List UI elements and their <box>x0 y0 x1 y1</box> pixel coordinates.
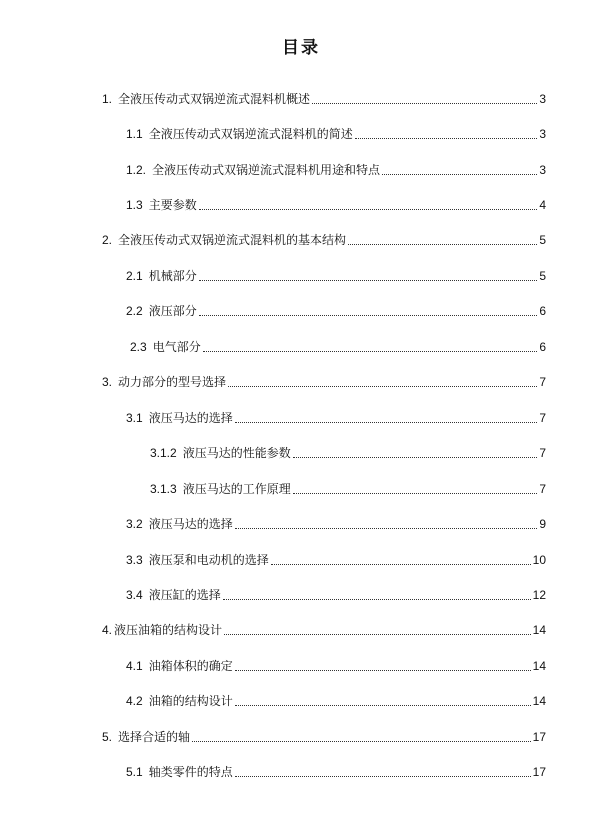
toc-page-number: 7 <box>539 411 546 425</box>
toc-entry-4-2[interactable] <box>126 693 546 709</box>
toc-number: 2.2 <box>126 304 143 318</box>
toc-entry-3-4[interactable] <box>126 587 546 603</box>
toc-label: 全液压传动式双锅逆流式混料机的基本结构 <box>118 233 347 247</box>
toc-page-number: 17 <box>532 765 546 779</box>
toc-entry-1-2[interactable] <box>126 162 546 178</box>
toc-number: 3.1.3 <box>150 482 177 496</box>
toc-label: 液压马达的选择 <box>148 517 233 531</box>
dot-leader <box>199 315 538 316</box>
toc-number: 1.3 <box>126 198 143 212</box>
toc-number: 4.1 <box>126 659 143 673</box>
dot-leader <box>223 599 531 600</box>
dot-leader <box>199 209 538 210</box>
toc-entry-2-1[interactable] <box>126 268 546 284</box>
toc-page-number: 12 <box>532 588 546 602</box>
dot-leader <box>228 386 537 387</box>
toc-number: 2. <box>102 233 113 247</box>
toc-page-number: 14 <box>532 659 546 673</box>
toc-label: 全液压传动式双锅逆流式混料机的简述 <box>148 127 353 141</box>
toc-entry-3[interactable] <box>102 374 546 390</box>
toc-label: 液压油箱的结构设计 <box>114 623 223 637</box>
toc-page-number: 7 <box>539 482 546 496</box>
toc-label: 机械部分 <box>148 269 197 283</box>
toc-entry-1-3[interactable] <box>126 197 546 213</box>
dot-leader <box>293 493 538 494</box>
dot-leader <box>235 670 531 671</box>
dot-leader <box>293 457 538 458</box>
toc-number: 3.4 <box>126 588 143 602</box>
dot-leader <box>235 776 531 777</box>
toc-entry-3-1-2[interactable] <box>150 445 546 461</box>
toc-number: 3.1.2 <box>150 446 177 460</box>
toc-entry-5[interactable] <box>102 729 546 745</box>
toc-page-number: 3 <box>539 92 546 106</box>
toc-entry-2[interactable] <box>102 232 546 248</box>
page-title: 目录 <box>282 38 320 58</box>
toc-entry-2-3[interactable] <box>130 339 546 355</box>
toc-entry-3-1-3[interactable] <box>150 481 546 497</box>
toc-label: 液压马达的工作原理 <box>182 482 291 496</box>
toc-page-number: 5 <box>539 233 546 247</box>
toc-label: 电气部分 <box>152 340 201 354</box>
dot-leader <box>355 138 538 139</box>
dot-leader <box>235 705 531 706</box>
toc-page-number: 14 <box>532 694 546 708</box>
toc-entry-4[interactable] <box>102 622 546 638</box>
toc-page-number: 7 <box>539 446 546 460</box>
toc-page-number: 7 <box>539 375 546 389</box>
toc-entry-3-3[interactable] <box>126 552 546 568</box>
toc-number: 2.1 <box>126 269 143 283</box>
dot-leader <box>235 422 538 423</box>
toc-label: 全液压传动式双锅逆流式混料机概述 <box>118 92 311 106</box>
toc-entry-3-2[interactable] <box>126 516 546 532</box>
dot-leader <box>199 280 538 281</box>
toc-label: 液压泵和电动机的选择 <box>148 553 269 567</box>
toc-number: 1.1 <box>126 127 143 141</box>
toc-label: 油箱体积的确定 <box>148 659 233 673</box>
toc-page-number: 6 <box>539 340 546 354</box>
toc-entry-1[interactable] <box>102 91 546 107</box>
dot-leader <box>312 103 537 104</box>
toc-number: 4.2 <box>126 694 143 708</box>
toc-page-number: 6 <box>539 304 546 318</box>
toc-entry-5-1[interactable] <box>126 764 546 780</box>
toc-label: 选择合适的轴 <box>118 730 191 744</box>
dot-leader <box>382 174 537 175</box>
toc-page-number: 17 <box>532 730 546 744</box>
toc-number: 4. <box>102 623 113 637</box>
toc-label: 全液压传动式双锅逆流式混料机用途和特点 <box>152 163 381 177</box>
dot-leader <box>271 564 531 565</box>
dot-leader <box>203 351 538 352</box>
toc-label: 液压马达的选择 <box>148 411 233 425</box>
toc-page-number: 9 <box>539 517 546 531</box>
toc-number: 2.3 <box>130 340 147 354</box>
toc-label: 油箱的结构设计 <box>148 694 233 708</box>
dot-leader <box>348 244 537 245</box>
toc-number: 3. <box>102 375 113 389</box>
dot-leader <box>235 528 538 529</box>
toc-number: 1. <box>102 92 113 106</box>
toc-entry-1-1[interactable] <box>126 126 546 142</box>
toc-label: 主要参数 <box>148 198 197 212</box>
toc-page-number: 3 <box>539 127 546 141</box>
toc-number: 5.1 <box>126 765 143 779</box>
toc-number: 3.1 <box>126 411 143 425</box>
toc-page-number: 14 <box>532 623 546 637</box>
dot-leader <box>192 741 531 742</box>
toc-page-number: 10 <box>532 553 546 567</box>
toc-number: 1.2. <box>126 163 147 177</box>
toc-page-number: 3 <box>539 163 546 177</box>
toc-number: 5. <box>102 730 113 744</box>
toc-page-number: 5 <box>539 269 546 283</box>
toc-page-number: 4 <box>539 198 546 212</box>
toc-label: 液压缸的选择 <box>148 588 221 602</box>
toc-label: 液压部分 <box>148 304 197 318</box>
dot-leader <box>224 634 531 635</box>
toc-entry-4-1[interactable] <box>126 658 546 674</box>
toc-number: 3.3 <box>126 553 143 567</box>
toc-number: 3.2 <box>126 517 143 531</box>
toc-label: 液压马达的性能参数 <box>182 446 291 460</box>
toc-entry-2-2[interactable] <box>126 303 546 319</box>
toc-label: 动力部分的型号选择 <box>118 375 227 389</box>
toc-entry-3-1[interactable] <box>126 410 546 426</box>
toc-label: 轴类零件的特点 <box>148 765 233 779</box>
